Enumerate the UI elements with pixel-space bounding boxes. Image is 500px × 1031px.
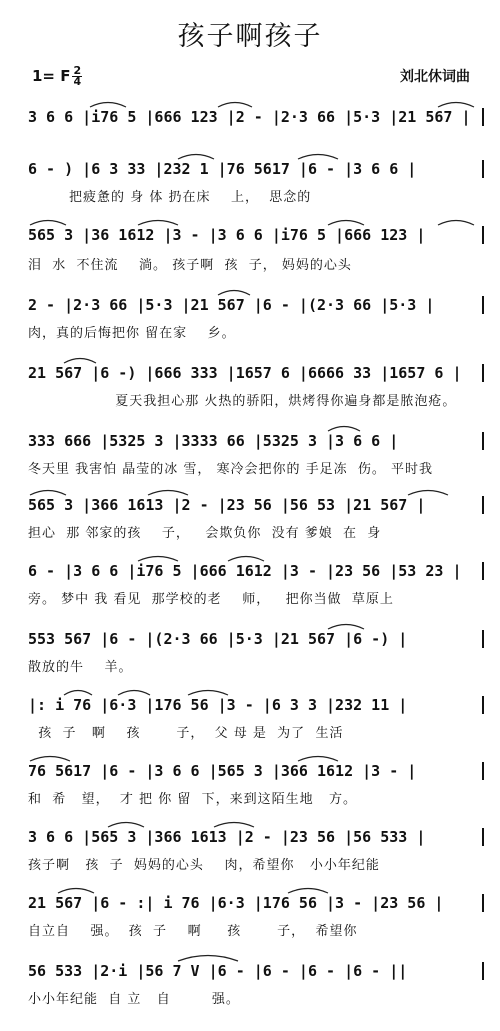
slur-marks-line-1 — [28, 98, 480, 108]
slur-marks-line-5 — [28, 354, 480, 364]
lyrics-line-7: 担心 那 邻家的孩 子， 会欺负你 没有 爹娘 在 身 — [28, 526, 382, 541]
notation-line-3: 565 3 |36 1612 |3 - |3 6 6 |i76 5 |666 123 | — [28, 226, 484, 244]
time-denominator: 4 — [73, 75, 82, 88]
notation-line-12: 3 6 6 |565 3 |366 1613 |2 - |23 56 |56 533 | — [28, 828, 484, 846]
slur-arc — [148, 491, 188, 496]
lyrics-line-6: 冬天里 我害怕 晶莹的冰 雪， 寒冷会把你的 手足冻 伤。 平时我 — [28, 462, 434, 477]
time-signature — [72, 66, 82, 87]
lyrics-line-10: 孩 子 啊 孩 子， 父 母 是 为了 生活 — [28, 726, 344, 741]
lyrics-line-14: 小小年纪能 自 立 自 强。 — [28, 992, 240, 1007]
slur-arc — [30, 757, 70, 762]
slur-marks-line-4 — [28, 286, 480, 296]
lyrics-line-2: 把疲惫的 身 体 扔在床 上， 思念的 — [28, 190, 312, 205]
slur-arc — [298, 757, 338, 762]
key-label: 1= F — [32, 67, 71, 85]
notation-line-1: 3 6 6 |i76 5 |666 123 |2 - |2·3 66 |5·3 |21 567 | — [28, 108, 484, 126]
slur-marks-line-14 — [28, 952, 480, 962]
slur-arc — [30, 221, 66, 226]
lyrics-line-13: 自立自 强。 孩 子 啊 孩 子， 希望你 — [28, 924, 358, 939]
slur-marks-line-7 — [28, 486, 480, 496]
slur-arc — [438, 221, 474, 226]
lyrics-line-8: 旁。 梦中 我 看见 那学校的老 师， 把你当做 草原上 — [28, 592, 394, 607]
slur-marks-line-6 — [28, 422, 480, 432]
notation-line-11: 76 5617 |6 - |3 6 6 |565 3 |366 1612 |3 - | — [28, 762, 484, 780]
slur-arc — [328, 221, 364, 226]
notation-line-8: 6 - |3 6 6 |i76 5 |666 1612 |3 - |23 56 |53 23 | — [28, 562, 484, 580]
slur-marks-line-10 — [28, 686, 480, 696]
notation-line-13: 21 567 |6 - :| i 76 |6·3 |176 56 |3 - |23 56 | — [28, 894, 484, 912]
notation-line-6: 333 666 |5325 3 |3333 66 |5325 3 |3 6 6 | — [28, 432, 484, 450]
notation-line-14: 56 533 |2·i |56 7 V |6 - |6 - |6 - |6 - || — [28, 962, 484, 980]
lyrics-line-9: 散放的牛 羊。 — [28, 660, 133, 675]
notation-line-4: 2 - |2·3 66 |5·3 |21 567 |6 - |(2·3 66 |5·3 | — [28, 296, 484, 314]
slur-marks-line-13 — [28, 884, 480, 894]
slur-marks-line-11 — [28, 752, 480, 762]
slur-arc — [188, 691, 228, 696]
slur-arc — [298, 155, 338, 160]
notation-line-7: 565 3 |366 1613 |2 - |23 56 |56 53 |21 567 | — [28, 496, 484, 514]
slur-arc — [64, 359, 96, 364]
slur-marks-line-2 — [28, 150, 480, 160]
notation-line-10: |: i 76 |6·3 |176 56 |3 - |6 3 3 |232 11 | — [28, 696, 484, 714]
slur-arc — [214, 823, 254, 828]
slur-marks-line-12 — [28, 818, 480, 828]
lyrics-line-3: 泪 水 不住流 淌。 孩子啊 孩 子， 妈妈的心头 — [28, 258, 352, 273]
lyrics-line-12: 孩子啊 孩 子 妈妈的心头 肉，希望你 小小年纪能 — [28, 858, 380, 873]
slur-marks-line-9 — [28, 620, 480, 630]
slur-arc — [218, 291, 250, 296]
slur-arc — [108, 823, 144, 828]
notation-line-5: 21 567 |6 -) |666 333 |1657 6 |6666 33 |1657 6 | — [28, 364, 484, 382]
slur-arc — [178, 155, 214, 160]
credits: 刘北休词曲 — [400, 69, 470, 85]
slur-marks-line-8 — [28, 552, 480, 562]
slur-arc — [438, 103, 474, 108]
slur-arc — [118, 691, 150, 696]
slur-arc — [58, 889, 94, 894]
slur-arc — [90, 103, 126, 108]
slur-arc — [138, 221, 178, 226]
slur-arc — [328, 427, 360, 432]
slur-marks-line-3 — [28, 216, 480, 226]
slur-arc — [408, 491, 448, 496]
key-signature — [32, 66, 82, 87]
time-numerator: 2 — [73, 64, 82, 77]
lyrics-line-5: 夏天我担心那 火热的骄阳，烘烤得你遍身都是脓泡疮。 — [28, 394, 457, 409]
slur-arc — [64, 691, 92, 696]
notation-line-9: 553 567 |6 - |(2·3 66 |5·3 |21 567 |6 -) | — [28, 630, 484, 648]
slur-arc — [138, 557, 178, 562]
slur-arc — [228, 557, 264, 562]
lyrics-line-11: 和 希 望， 才 把 你 留 下，来到这陌生地 方。 — [28, 792, 357, 807]
slur-arc — [218, 103, 252, 108]
slur-arc — [288, 889, 328, 894]
slur-arc — [178, 956, 238, 962]
song-title: 孩子啊孩子 — [177, 21, 323, 52]
lyrics-line-4: 肉，真的后悔把你 留在家 乡。 — [28, 326, 236, 341]
slur-arc — [328, 625, 364, 630]
notation-line-2: 6 - ) |6 3 33 |232 1 |76 5617 |6 - |3 6 6 | — [28, 160, 484, 178]
slur-arc — [30, 491, 66, 496]
